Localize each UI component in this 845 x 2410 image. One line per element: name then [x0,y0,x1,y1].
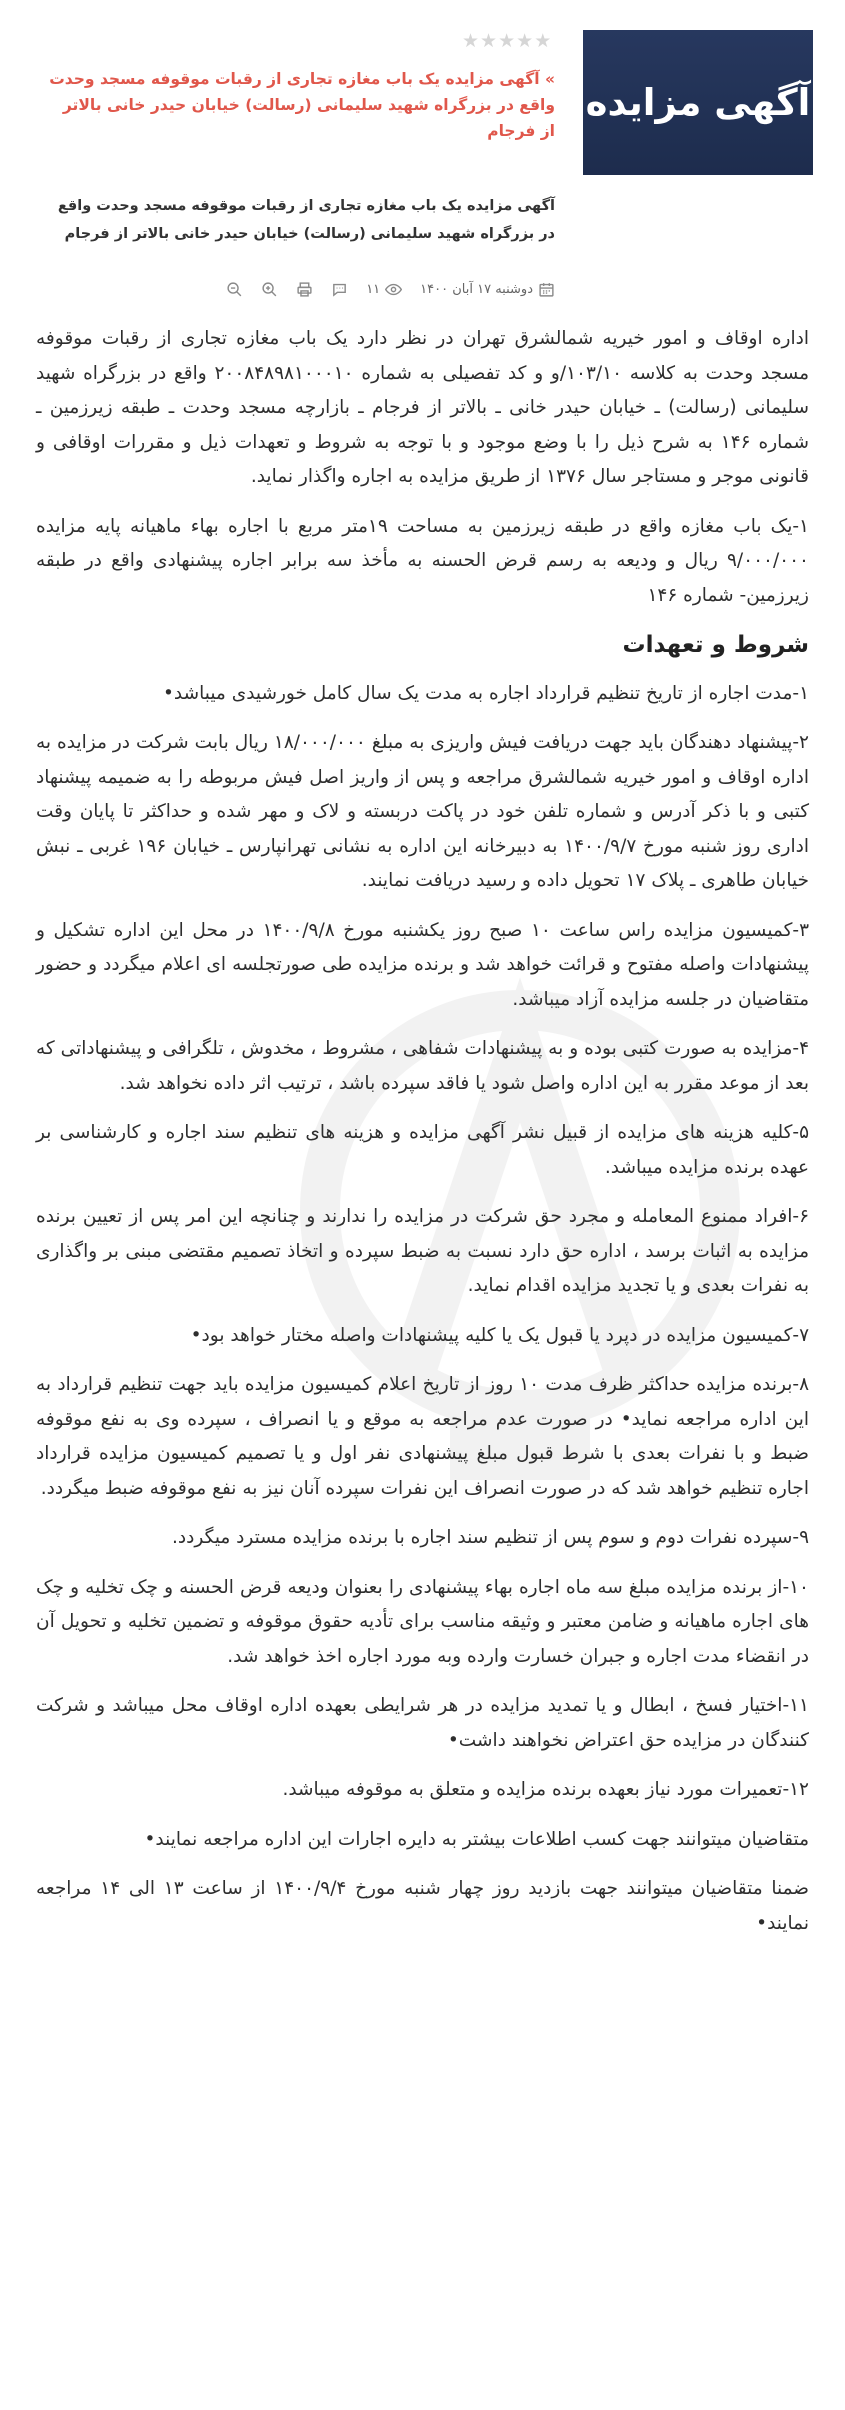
contact-paragraph: متقاضیان میتوانند جهت کسب اطلاعات بیشتر به دایره اجارات این اداره مراجعه نمایند• [144,1828,809,1850]
publish-date: دوشنبه ۱۷ آبان ۱۴۰۰ [420,281,533,297]
terms-heading: شروط و تعهدات [622,632,809,658]
banner-image [583,30,813,175]
term-paragraph: ۴-مزایده به صورت کتبی بوده و به پیشنهادات شفاهی ، مشروط ، مخدوش ، تلگرافی و پیشنهاداتی که بعد از موعد مقرر به این اداره واصل شود یا فاقد سپرده باشد ، ترتیب اثر داده نخواهد شد. [36,1038,809,1094]
print-icon[interactable] [296,281,313,298]
visit-paragraph: ضمنا متقاضیان میتوانند جهت بازدید روز چهار شنبه مورخ ۱۴۰۰/۹/۴ از ساعت ۱۳ الی ۱۴ مراجعه نمایند• [36,1878,809,1934]
zoom-in-item[interactable] [261,281,278,298]
term-paragraph: ۸-برنده مزایده حداکثر ظرف مدت ۱۰ روز از تاریخ اعلام کمیسیون مزایده باید جهت تنظیم قرارداد به این اداره مراجعه نماید• در صورت عدم مراجعه به موقع و یا انصراف ، سپرده وی به نفع موقوفه ضبط و با نفرات بعدی با شرط قبول مبلغ پیشنهادی نفر اول و یا تصمیم کمیسیون مزایده قرارداد اجاره تنظیم خواهد شد که در صورت انصراف این نفرات سپرده آنان نیز به نفع موقوفه ضبط میگردد. [36,1374,809,1499]
term-paragraph: ۵-کلیه هزینه های مزایده از قبیل نشر آگهی مزایده و هزینه های تنظیم سند اجاره و کارشناسی بر عهده برنده مزایده میباشد. [36,1122,809,1178]
article-title[interactable] [45,66,555,144]
intro-paragraph: اداره اوقاف و امور خیریه شمالشرق تهران در نظر دارد یک باب مغازه تجاری از رقبات موقوفه مسجد وحدت به کلاسه ۱۰۳/۱۰/و و کد تفصیلی به شماره ۲۰۰۸۴۸۹۸۱۰۰۰۱۰ واقع در بزرگراه شهید سلیمانی (رسالت) ـ خیابان حیدر خانی ـ بالاتر از فرجام ـ بازارچه مسجد وحدت ـ طبقه زیرزمین ـ شماره ۱۴۶ به شرح ذیل را با وضع موجود و با توجه به شروط و تعهدات ذیل و مقررات اوقافی و قانونی موجر و مستاجر سال ۱۳۷۶ از طریق مزایده به اجاره واگذار نماید. [36,328,810,487]
calendar-icon [538,281,555,298]
star-icon[interactable]: ★ [516,30,535,52]
article-header [0,30,845,297]
term-paragraph: ۳-کمیسیون مزایده راس ساعت ۱۰ صبح روز یکشنبه مورخ ۱۴۰۰/۹/۸ در محل این اداره تشکیل و پیشنهادات واصله مفتوح و قرائت خواهد شد و برنده مزایده طی صورتجلسه ای اعلام میگردد و حضور متقاضیان در جلسه مزایده آزاد میباشد. [36,919,810,1010]
views-item [366,281,402,298]
zoom-in-icon[interactable] [261,281,278,298]
comment-icon[interactable] [331,281,348,298]
term-paragraph: ۱۲-تعمیرات مورد نیاز بعهده برنده مزایده و متعلق به موقوفه میباشد. [282,1779,809,1800]
item-1-paragraph: ۱-یک باب مغازه واقع در طبقه زیرزمین به مساحت ۱۹متر مربع با اجاره بهاء ماهیانه پایه مزایده ۹/۰۰۰/۰۰۰ ریال و ودیعه به رسم قرض الحسنه به مأخذ سه برابر اجاره پیشنهادی واقع در طبقه زیرزمین- شماره ۱۴۶ [36,515,809,606]
title-text[interactable]: آگهی مزایده یک باب مغازه تجاری از رقبات موقوفه مسجد وحدت واقع در بزرگراه شهید سلیمانی (رسالت) خیابان حیدر خانی بالاتر از فرجام [49,70,555,140]
star-icon[interactable]: ★ [534,30,553,52]
term-paragraph: ۱۱-اختیار فسخ ، ابطال و یا تمدید مزایده در هر شرایطی بعهده اداره اوقاف محل میباشد و شرکت کنندگان در مزایده حق اعتراض نخواهند داشت• [36,1695,809,1751]
zoom-out-item[interactable] [226,281,243,298]
eye-icon [385,281,402,298]
print-item[interactable] [296,281,313,298]
article-body [36,322,809,1956]
term-paragraph: ۷-کمیسیون مزایده در دپرد یا قبول یک یا کلیه پیشنهادات واصله مختار خواهد بود• [190,1324,809,1346]
rating-stars[interactable] [462,30,552,52]
term-paragraph: ۱-مدت اجاره از تاریخ تنظیم قرارداد اجاره به مدت یک سال کامل خورشیدی میباشد• [163,682,809,704]
term-paragraph: ۹-سپرده نفرات دوم و سوم پس از تنظیم سند اجاره با برنده مزایده مسترد میگردد. [172,1527,809,1548]
term-paragraph: ۲-پیشنهاد دهندگان باید جهت دریافت فیش واریزی به مبلغ ۱۸/۰۰۰/۰۰۰ ریال بابت شرکت در مزایده به اداره اوقاف و امور خیریه شمالشرق مراجعه و پس از واریز اصل فیش مربوطه را به ضمیمه پیشنهاد کتبی و با ذکر آدرس و شماره تلفن خود در پاکت دربسته و لاک و مهر شده و حداکثر تا پایان وقت اداری روز شنبه مورخ ۱۴۰۰/۹/۷ به دبیرخانه این اداره به نشانی تهرانپارس ـ خیابان ۱۹۶ غربی ـ نبش خیابان طاهری ـ پلاک ۱۷ تحویل داده و رسید دریافت نمایند. [36,732,809,891]
banner-title: آگهی مزایده [585,81,811,124]
article-lead: آگهی مزایده یک باب مغازه تجاری از رقبات موقوفه مسجد وحدت واقع در بزرگراه شهید سلیمانی (رسالت) خیابان حیدر خانی بالاتر از فرجام [57,198,555,242]
article-meta [150,278,555,300]
star-icon[interactable]: ★ [498,30,517,52]
star-icon[interactable]: ★ [480,30,499,52]
comments-item[interactable] [331,281,348,298]
star-icon[interactable]: ★ [462,30,481,52]
term-paragraph: ۶-افراد ممنوع المعامله و مجرد حق شرکت در مزایده را ندارند و چنانچه این امر پس از تعیین برنده مزایده به اثبات برسد ، اداره حق دارد نسبت به ضبط سپرده و اتخاذ تصمیم مقتضی مبنی بر واگذاری به نفرات بعدی و یا تجدید مزایده اقدام نماید. [36,1206,809,1296]
zoom-out-icon[interactable] [226,281,243,298]
title-bullet: » [544,70,555,88]
term-paragraph: ۱۰-از برنده مزایده مبلغ سه ماه اجاره بهاء پیشنهادی را بعنوان ودیعه قرض الحسنه و چک تخلیه و چک های اجاره ماهیانه و ضامن معتبر و وثیقه مناسب برای تأدیه حقوق موقوفه و تضمین تخلیه و تحویل آن در انقضاء مدت اجاره و جبران خسارت وارده وبه مورد اجاره اخذ خواهد شد. [36,1576,809,1667]
view-count: ۱۱ [366,281,381,297]
date-item [420,281,555,298]
